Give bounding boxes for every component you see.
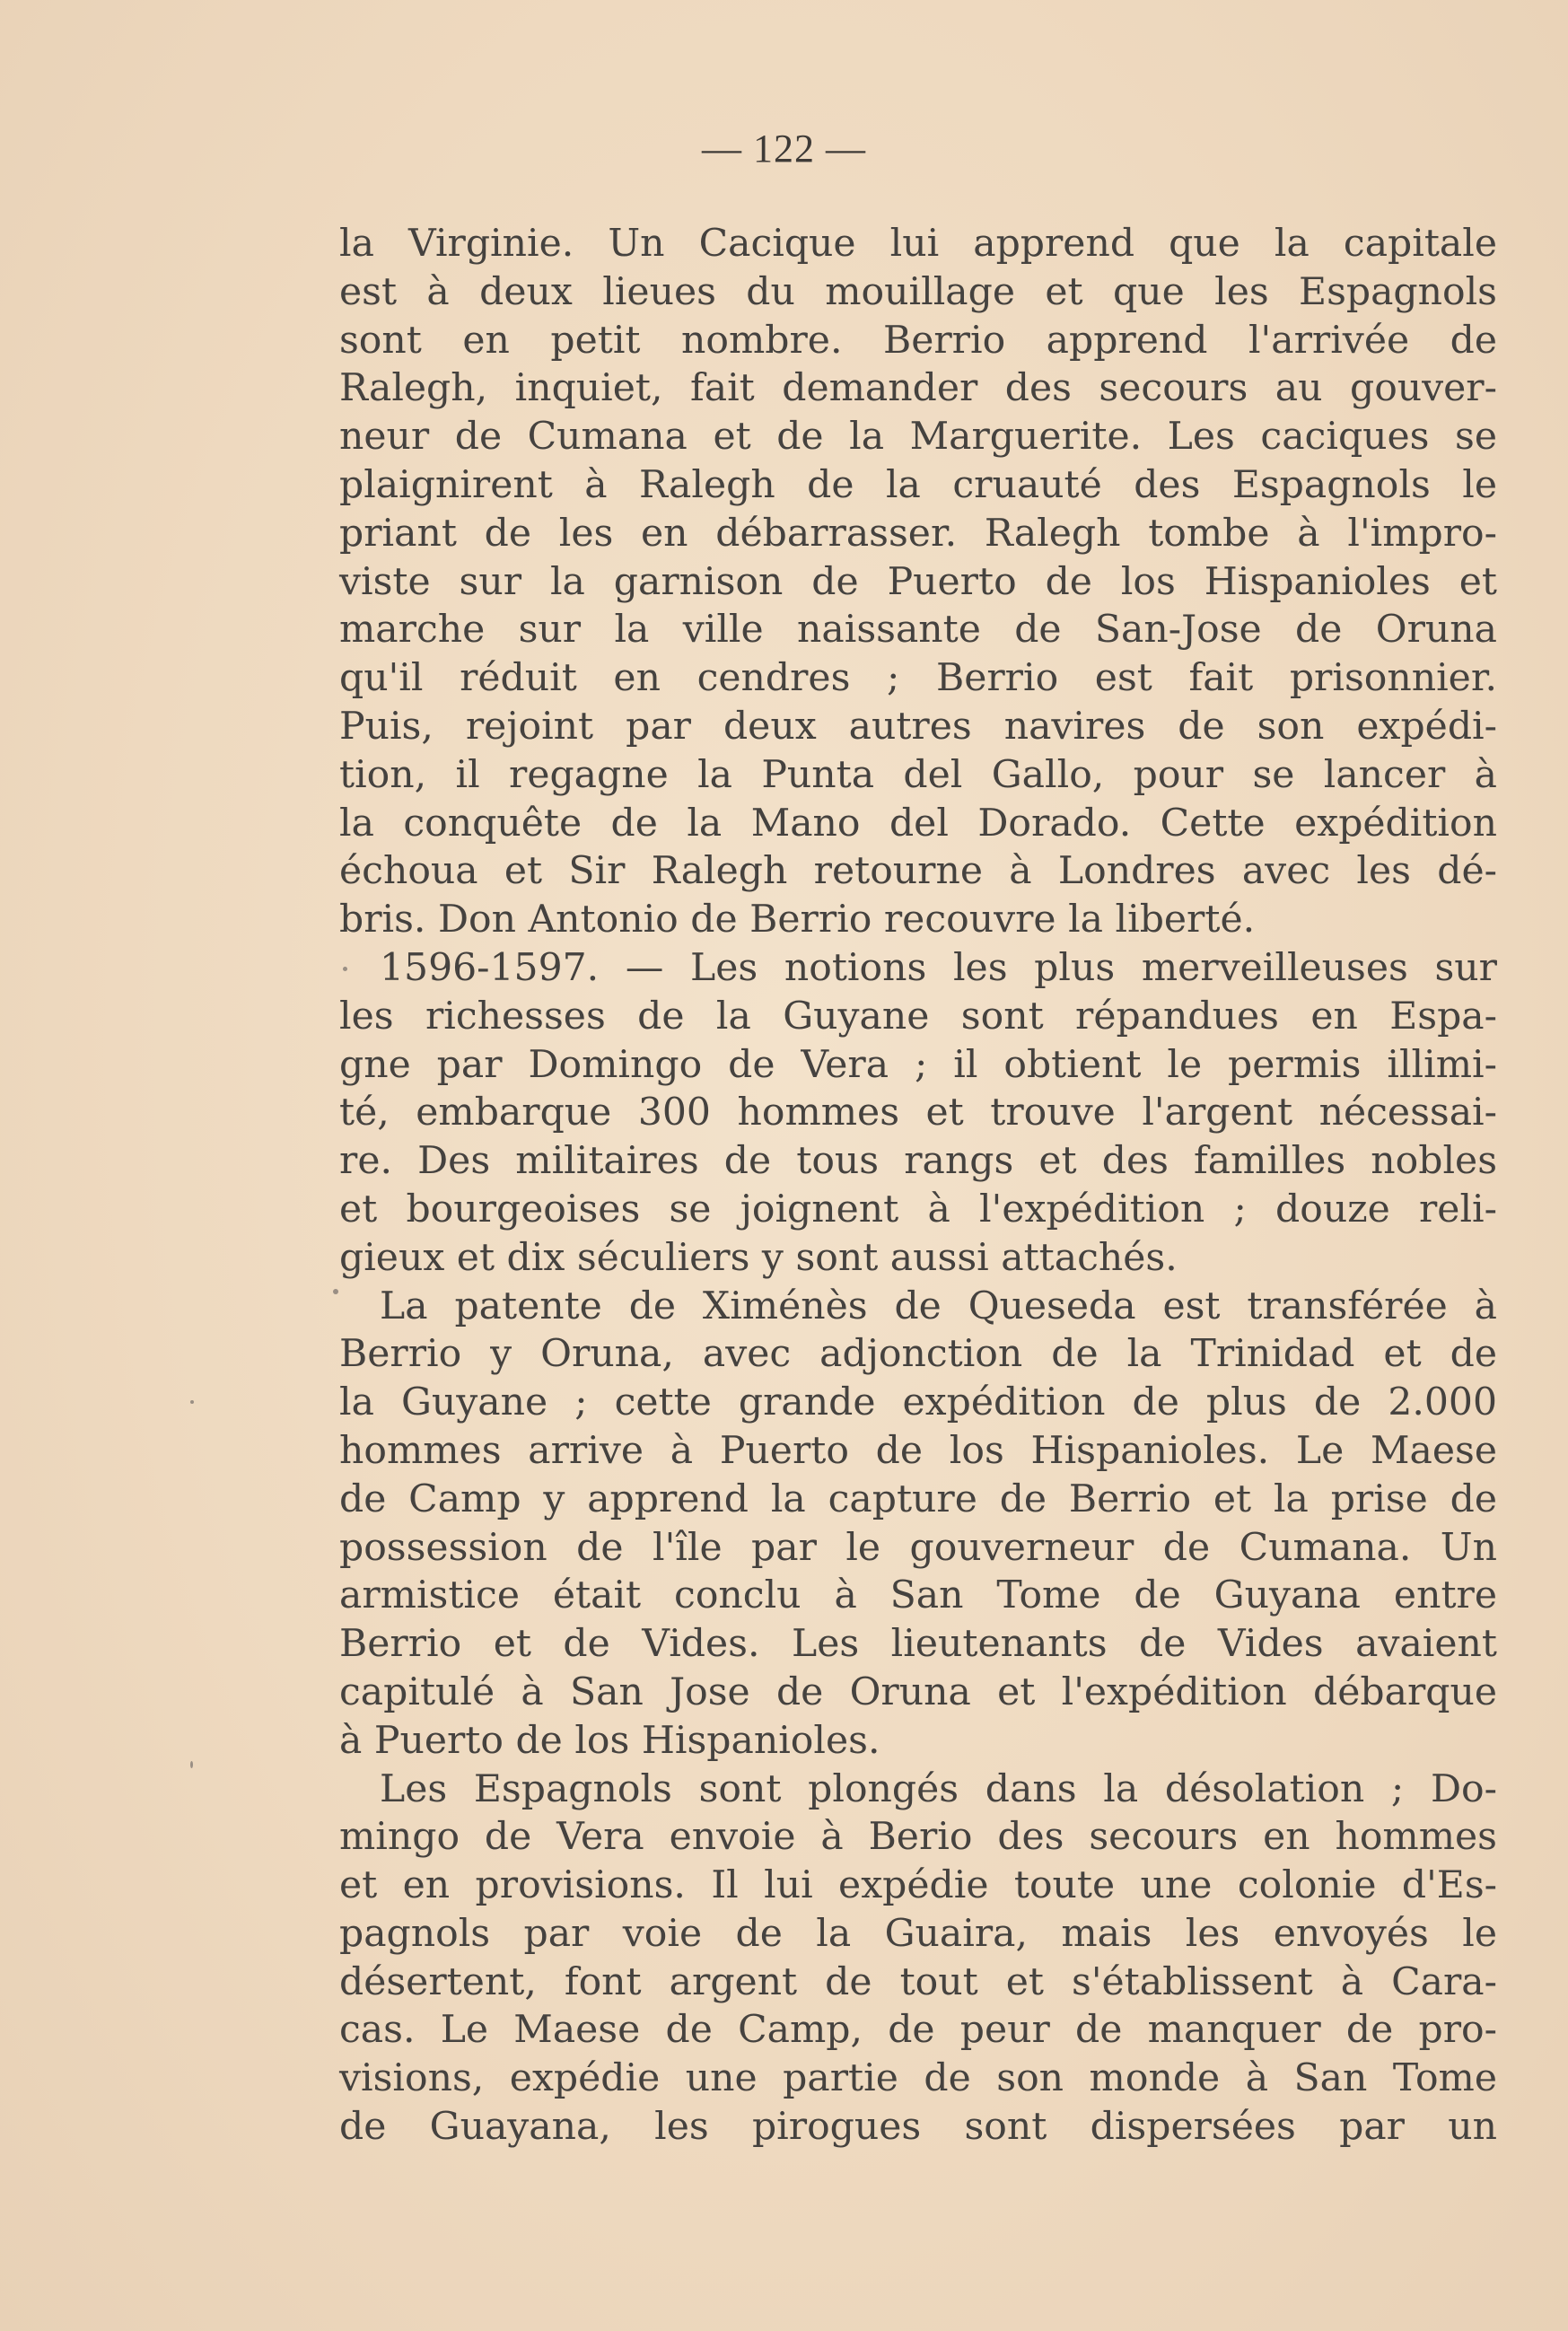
text-line: possession de l'île par le gouverneur de Cumana. Un bbox=[339, 1525, 1497, 1570]
text-line: bris. Don Antonio de Berrio recouvre la liberté. bbox=[339, 898, 1256, 942]
text-line: marche sur la ville naissante de San-Jose de Oruna bbox=[339, 608, 1497, 653]
text-line: Berrio et de Vides. Les lieutenants de Vides avaient bbox=[339, 1622, 1497, 1667]
text-line: mingo de Vera envoie à Berio des secours en hommes bbox=[339, 1815, 1497, 1860]
body-text bbox=[339, 220, 1497, 2151]
text-line: qu'il réduit en cendres ; Berrio est fait prisonnier. bbox=[339, 656, 1497, 701]
text-line: viste sur la garnison de Puerto de los Hispanioles et bbox=[339, 559, 1497, 604]
text-line: désertent, font argent de tout et s'établissent à Cara- bbox=[339, 1959, 1497, 2004]
text-line: neur de Cumana et de la Marguerite. Les caciques se bbox=[339, 415, 1497, 460]
text-line: la Virginie. Un Cacique lui apprend que la capitale bbox=[339, 222, 1497, 266]
text-line: et bourgeoises se joignent à l'expédition ; douze reli- bbox=[339, 1187, 1497, 1231]
text-line: hommes arrive à Puerto de los Hispanioles. Le Maese bbox=[339, 1428, 1497, 1473]
text-line: té, embarque 300 hommes et trouve l'argent nécessai- bbox=[339, 1091, 1497, 1135]
text-line: les richesses de la Guyane sont répandues en Espa- bbox=[339, 994, 1497, 1038]
text-line: à Puerto de los Hispanioles. bbox=[339, 1718, 880, 1763]
text-line: tion, il regagne la Punta del Gallo, pour se lancer à bbox=[339, 752, 1497, 797]
text-line: de Guayana, les pirogues sont dispersées par un bbox=[339, 2105, 1497, 2150]
paper-speck bbox=[333, 1289, 338, 1294]
text-line: visions, expédie une partie de son monde à San Tome bbox=[339, 2056, 1497, 2101]
text-line: la conquête de la Mano del Dorado. Cette expédition bbox=[339, 801, 1497, 846]
text-line: Puis, rejoint par deux autres navires de son expédi- bbox=[339, 704, 1497, 749]
text-line: échoua et Sir Ralegh retourne à Londres avec les dé- bbox=[339, 849, 1497, 894]
paper-speck bbox=[190, 1400, 194, 1404]
page-number: — 122 — bbox=[702, 127, 866, 171]
paper-speck bbox=[190, 1761, 193, 1768]
text-line: plaignirent à Ralegh de la cruauté des Espagnols le bbox=[339, 462, 1497, 507]
text-line: La patente de Ximénès de Queseda est transférée à bbox=[380, 1284, 1497, 1328]
text-line: gne par Domingo de Vera ; il obtient le permis illimi- bbox=[339, 1042, 1497, 1087]
text-line: Berrio y Oruna, avec adjonction de la Trinidad et de bbox=[339, 1332, 1497, 1377]
text-line: capitulé à San Jose de Oruna et l'expédition débarque bbox=[339, 1669, 1497, 1714]
text-line: Les Espagnols sont plongés dans la désolation ; Do- bbox=[380, 1766, 1497, 1811]
text-line: est à deux lieues du mouillage et que les Espagnols bbox=[339, 269, 1497, 314]
text-line: la Guyane ; cette grande expédition de plus de 2.000 bbox=[339, 1380, 1497, 1425]
text-line: re. Des militaires de tous rangs et des familles nobles bbox=[339, 1139, 1497, 1184]
text-line: priant de les en débarrasser. Ralegh tombe à l'impro- bbox=[339, 511, 1497, 556]
text-line: cas. Le Maese de Camp, de peur de manquer de pro- bbox=[339, 2008, 1497, 2053]
text-line: gieux et dix séculiers y sont aussi attachés. bbox=[339, 1235, 1178, 1280]
text-line: et en provisions. Il lui expédie toute une colonie d'Es- bbox=[339, 1863, 1497, 1908]
text-line: de Camp y apprend la capture de Berrio et la prise de bbox=[339, 1477, 1497, 1521]
text-line: 1596-1597. — Les notions les plus merveilleuses sur bbox=[380, 945, 1497, 990]
text-line: sont en petit nombre. Berrio apprend l'arrivée de bbox=[339, 318, 1497, 363]
text-line: pagnols par voie de la Guaira, mais les envoyés le bbox=[339, 1911, 1497, 1956]
paper-speck bbox=[343, 967, 347, 971]
text-line: Ralegh, inquiet, fait demander des secours au gouver- bbox=[339, 366, 1497, 411]
text-line: armistice était conclu à San Tome de Guyana entre bbox=[339, 1573, 1497, 1618]
